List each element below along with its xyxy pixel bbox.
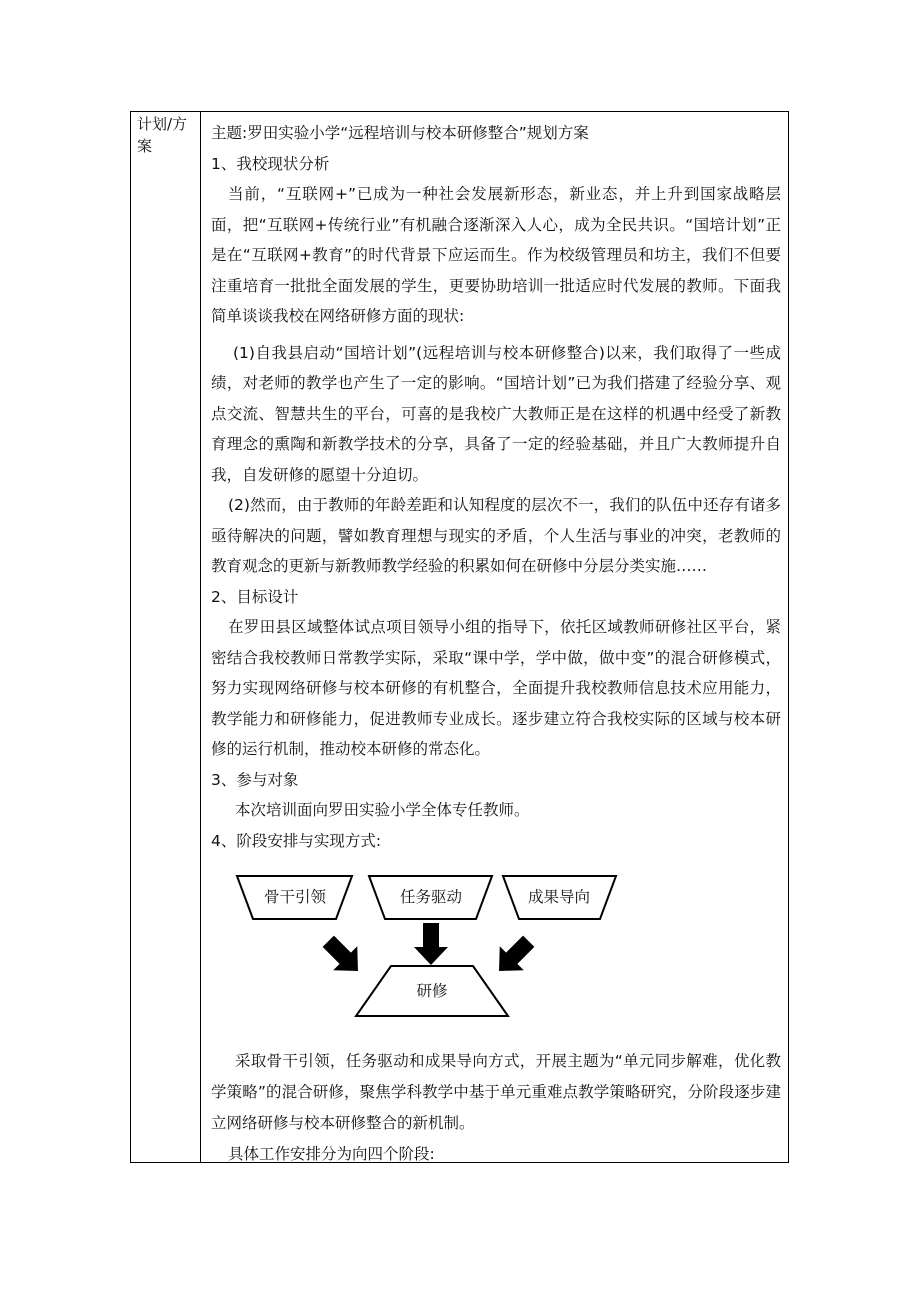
arrow-down-icon <box>414 923 448 965</box>
plan-content <box>211 118 781 1170</box>
section3-paragraph: 本次培训面向罗田实验小学全体专任教师。 <box>235 801 530 819</box>
section3-heading: 3、参与对象 <box>211 770 299 789</box>
section2-heading: 2、目标设计 <box>211 587 299 606</box>
arrow-down-right-icon <box>316 929 370 983</box>
box-task-drive: 任务驱动 <box>399 888 462 906</box>
box-result-oriented: 成果导向 <box>527 888 590 906</box>
section2-paragraph: 在罗田县区域整体试点项目领导小组的指导下，依托区域教师研修社区平台，紧密结合我校教师日常教学实际，采取“课中学，学中做，做中变”的混合研修模式，努力实现网络研修与校本研修的有机整合，全面提升我校教师信息技术应用能力，教学能力和研修能力，促进教师专业成长。逐步建立符合我校实际的区域与校本研修的运行机制，推动校本研修的常态化。 <box>211 618 781 758</box>
row-label: 计划/方案 <box>137 115 188 155</box>
section1-heading: 1、我校现状分析 <box>211 154 330 173</box>
section4-paragraph: 采取骨干引领，任务驱动和成果导向方式，开展主题为“单元同步解难，优化教学策略”的混合研修，聚焦学科教学中基于单元重难点教学策略研究，分阶段逐步建立网络研修与校本研修整合的新机制。 <box>211 1052 781 1132</box>
section4-last-line: 具体工作安排分为向四个阶段: <box>228 1145 435 1163</box>
arrow-down-left-icon <box>487 929 541 983</box>
training-diagram <box>211 864 781 1034</box>
center-research: 研修 <box>416 982 448 1000</box>
column-divider <box>200 111 201 1163</box>
section1-intro: 当前，“互联网+”已成为一种社会发展新形态，新业态，并上升到国家战略层面，把“互联网+传统行业”有机融合逐渐深入人心，成为全民共识。“国培计划”正是在“互联网+教育”的时代背景下应运而生。作为校级管理员和坊主，我们不但要注重培育一批批全面发展的学生，更要协助培训一批适应时代发展的教师。下面我简单谈谈我校在网络研修方面的现状: <box>211 185 781 325</box>
section1-point2: (2)然而，由于教师的年龄差距和认知程度的层次不一，我们的队伍中还存有诸多亟待解决的问题，譬如教育理想与现实的矛盾，个人生活与事业的冲突，老教师的教育观念的更新与新教师教学经验的积累如何在研修中分层分类实施…… <box>211 496 781 575</box>
section4-heading: 4、阶段安排与实现方式: <box>211 831 382 850</box>
box-backbone-lead: 骨干引领 <box>263 888 326 906</box>
section1-point1: (1)自我县启动“国培计划”(远程培训与校本研修整合)以来，我们取得了一些成绩，对老师的教学也产生了一定的影响。“国培计划”已为我们搭建了经验分享、观点交流、智慧共生的平台，可喜的是我校广大教师正是在这样的机遇中经受了新教育理念的熏陶和新教学技术的分享，具备了一定的经验基础，并且广大教师提升自我，自发研修的愿望十分迫切。 <box>211 343 781 484</box>
plan-title: 主题:罗田实验小学“远程培训与校本研修整合”规划方案 <box>211 124 589 142</box>
